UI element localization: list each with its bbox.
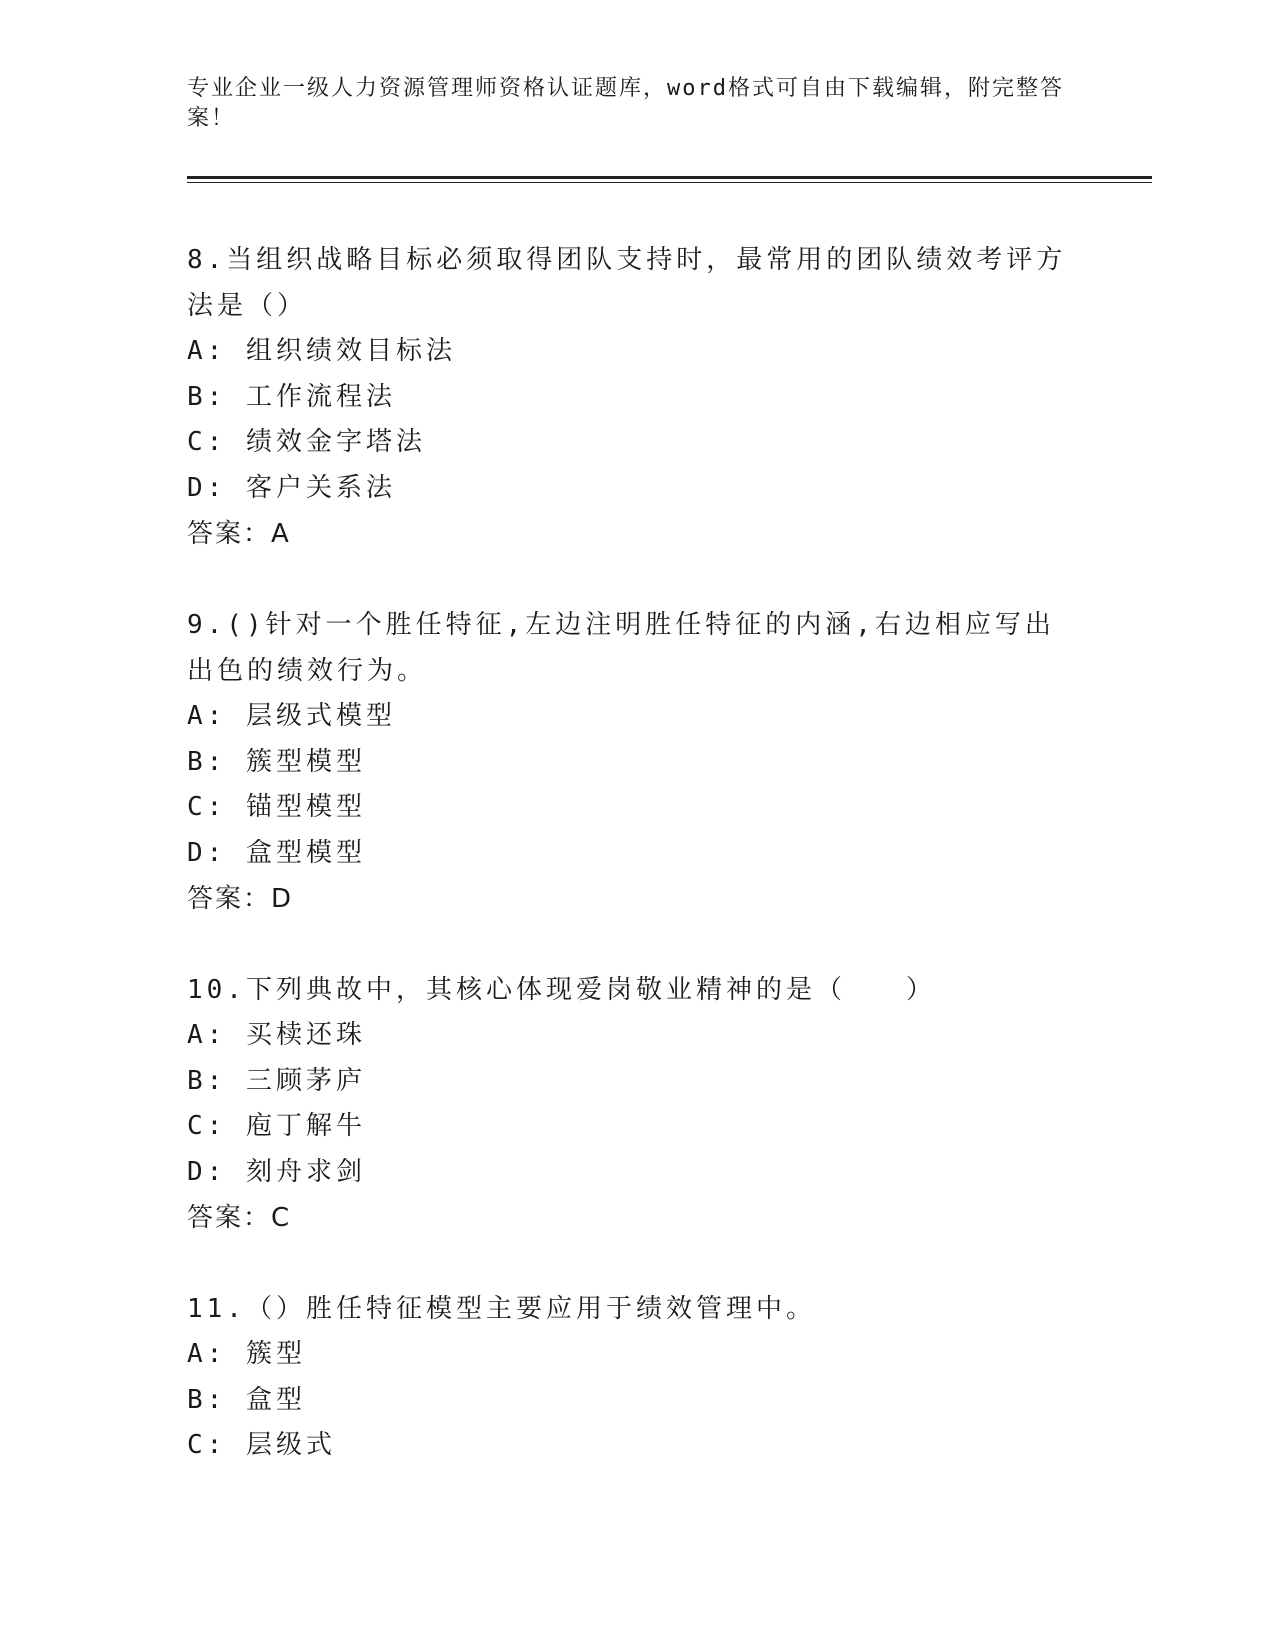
option-a: A: 簇型 bbox=[187, 1339, 306, 1369]
question-stem: 10.下列典故中，其核心体现爱岗敬业精神的是（ ） bbox=[187, 975, 936, 1005]
option-a: A: 层级式模型 bbox=[187, 701, 396, 731]
option-c: C: 绩效金字塔法 bbox=[187, 427, 426, 457]
option-b: B: 三顾茅庐 bbox=[187, 1065, 366, 1096]
question-stem: 11.（）胜任特征模型主要应用于绩效管理中。 bbox=[187, 1294, 816, 1324]
question-10 bbox=[187, 967, 1067, 1241]
answer-line: 答案：A bbox=[187, 519, 291, 549]
option-a: A: 组织绩效目标法 bbox=[187, 336, 456, 366]
question-11 bbox=[187, 1286, 1067, 1469]
question-9 bbox=[187, 602, 1067, 922]
question-stem: 8.当组织战略目标必须取得团队支持时，最常用的团队绩效考评方法是（） bbox=[187, 245, 1067, 321]
option-c: C: 庖丁解牛 bbox=[187, 1111, 366, 1141]
option-c: C: 层级式 bbox=[187, 1430, 336, 1460]
option-d: D: 盒型模型 bbox=[187, 837, 366, 868]
option-c: C: 锚型模型 bbox=[187, 792, 366, 822]
question-list bbox=[187, 237, 1067, 1514]
page-header: 专业企业一级人力资源管理师资格认证题库，word格式可自由下载编辑，附完整答案！ bbox=[187, 76, 1064, 131]
option-d: D: 客户关系法 bbox=[187, 472, 396, 503]
option-b: B: 簇型模型 bbox=[187, 746, 366, 777]
option-d: D: 刻舟求剑 bbox=[187, 1156, 366, 1187]
question-stem: 9.()针对一个胜任特征,左边注明胜任特征的内涵,右边相应写出出色的绩效行为。 bbox=[187, 610, 1055, 686]
option-b: B: 工作流程法 bbox=[187, 381, 396, 412]
answer-line: 答案：D bbox=[187, 884, 294, 914]
option-b: B: 盒型 bbox=[187, 1384, 306, 1415]
option-a: A: 买椟还珠 bbox=[187, 1020, 366, 1050]
answer-line: 答案：C bbox=[187, 1203, 292, 1233]
header-divider-thick bbox=[187, 176, 1152, 179]
header-divider-thin bbox=[187, 182, 1152, 183]
question-8 bbox=[187, 237, 1067, 557]
